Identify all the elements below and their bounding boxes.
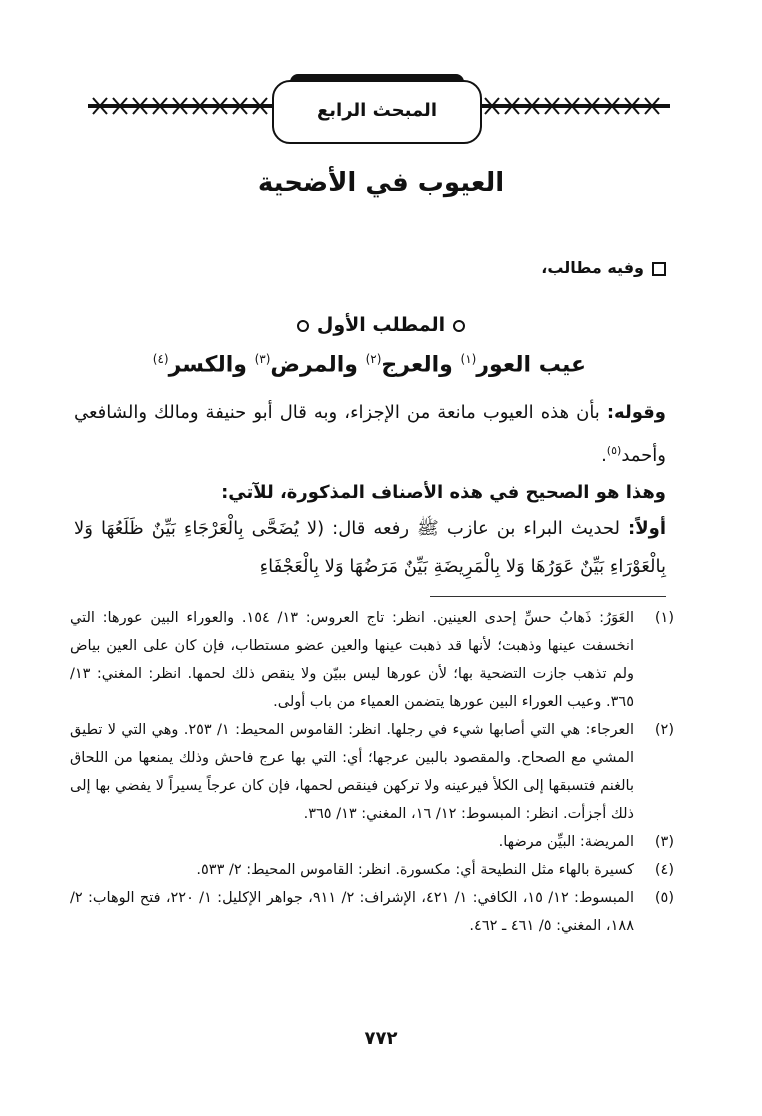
paragraph-2: وهذا هو الصحيح في هذه الأصناف المذكورة، للآتي:	[221, 482, 666, 503]
paragraph-end: .	[601, 445, 607, 466]
subheading-part: والمرض	[270, 352, 366, 378]
circle-bullet-icon	[453, 320, 465, 332]
footnote-ref[interactable]: (١)	[460, 352, 477, 366]
ornament-band-left	[88, 96, 278, 116]
footnote-number: (٥)	[654, 890, 674, 906]
footnote-item	[70, 604, 674, 716]
footnote-ref[interactable]: (٥)	[606, 444, 622, 457]
intro-line	[541, 258, 666, 277]
paragraph-3	[74, 510, 666, 586]
header-title: المبحث الرابع	[317, 100, 437, 121]
subheading	[153, 352, 586, 377]
page-number: ٧٧٢	[364, 1028, 398, 1049]
footnote-item	[70, 856, 674, 884]
paragraph-lead: أولاً:	[628, 518, 666, 539]
footnotes	[70, 604, 674, 940]
footnote-text: المريضة: البيِّن مرضها.	[498, 834, 634, 850]
section-heading	[0, 314, 762, 336]
intro-text: وفيه مطالب،	[541, 258, 644, 277]
footnote-text: العَوَرُ: ذَهابُ حسِّ إحدى العينين. انظر: تاج العروس: ١٣/ ١٥٤. والعوراء البين عورها: التي انخسفت عينها وذهبت؛ لأنها قد ذهبت عينها والعين عضو مستطاب، فإن كان على العين بياض ولم تذهب جازت التضحية بها؛ لأن عورها ليس ببيّن ولا ينقص ذلك لحمها. انظر: المغني: ١٣/ ٣٦٥. وعيب العوراء البين عورها يتضمن العمياء من باب أولى.	[70, 610, 634, 710]
square-bullet-icon	[652, 262, 666, 276]
footnote-number: (٤)	[654, 862, 674, 878]
subheading-part: والعرج	[381, 352, 461, 378]
footnote-ref[interactable]: (٢)	[365, 352, 382, 366]
ornament-band-right	[480, 96, 670, 116]
footnote-text: المبسوط: ١٢/ ١٥، الكافي: ١/ ٤٢١، الإشراف: ٢/ ٩١١، جواهر الإكليل: ١/ ٢٢٠، فتح الوهاب: ٢/ ١٨٨، المغني: ٥/ ٤٦١ ـ ٤٦٢.	[70, 890, 634, 934]
footnote-number: (١)	[654, 610, 674, 626]
footnote-number: (٣)	[654, 834, 674, 850]
circle-bullet-icon	[297, 320, 309, 332]
footnote-item	[70, 716, 674, 828]
paragraph-text: بأن هذه العيوب مانعة من الإجزاء، وبه قال أبو حنيفة ومالك والشافعي وأحمد	[74, 402, 666, 466]
footnote-item	[70, 828, 674, 856]
paragraph-text: لحديث البراء بن عازب ﷺ رفعه قال: (لا يُضَحَّى بِالْعَرْجَاءِ بَيِّنٌ ظَلَعُهَا وَلا بِالْعَوْرَاءِ بَيِّنٌ عَوَرُهَا وَلا بِالْمَرِيضَةِ بَيِّنٌ مَرَضُهَا وَلا بِالْعَجْفَاءِ	[74, 518, 666, 577]
footnote-number: (٢)	[654, 722, 674, 738]
header-frame	[272, 80, 482, 144]
footnote-ref[interactable]: (٣)	[254, 352, 271, 366]
section-title: المطلب الأول	[316, 314, 446, 336]
footnote-text: كسيرة بالهاء مثل النطيحة أي: مكسورة. انظر: القاموس المحيط: ٢/ ٥٣٣.	[196, 862, 634, 878]
paragraph-1	[74, 394, 666, 475]
chapter-title: العيوب في الأضحية	[257, 168, 505, 198]
subheading-part: عيب العور	[476, 352, 586, 378]
footnote-text: العرجاء: هي التي أصابها شيء في رجلها. انظر: القاموس المحيط: ١/ ٢٥٣. وهي التي لا تطيق المشي مع الصحاح. والمقصود بالبين عرجها؛ أي: التي بها عرج فاحش وذلك يمنعها من اللحاق بالغنم فتسبقها إلى الكلأ فيرعينه ولا تركهن فينقص لحمها، فإن كان عرجاً يسيراً لا يفضي بها إلى ذلك أجزأت. انظر: المبسوط: ١٢/ ١٦، المغني: ١٣/ ٣٦٥.	[70, 722, 634, 822]
footnote-item	[70, 884, 674, 940]
subheading-part: والكسر	[168, 352, 255, 378]
footnote-separator	[430, 596, 666, 597]
paragraph-lead: وقوله:	[606, 402, 666, 423]
footnote-ref[interactable]: (٤)	[152, 352, 169, 366]
